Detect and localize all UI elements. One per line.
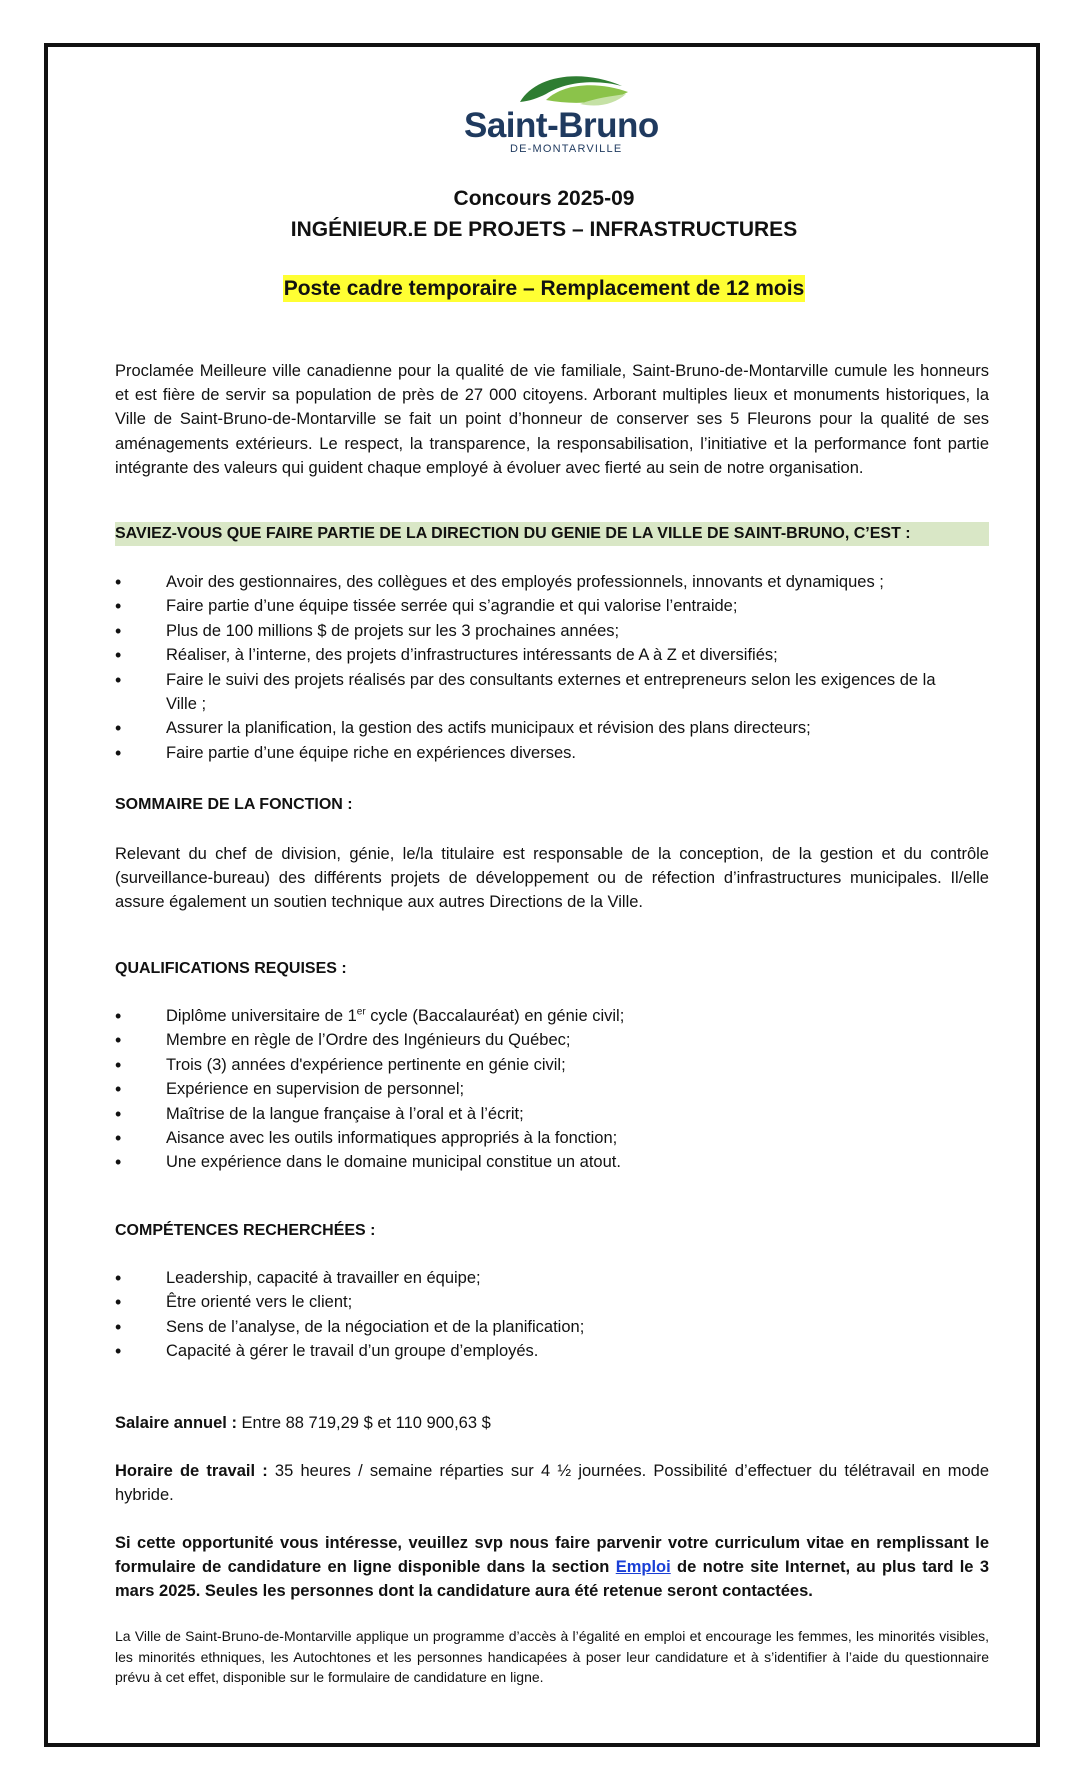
summary-paragraph: Relevant du chef de division, génie, le/la titulaire est responsable de la conception, de la gestion et du contrôle (surveillance-bureau) des différents projets de développement ou de réfection d’infrastructures municipales. Il/elle assure également un soutien technique aux autres Directions de la Ville. bbox=[115, 845, 989, 912]
list-item bbox=[115, 1004, 995, 1028]
salary-value: Entre 88 719,29 $ et 110 900,63 $ bbox=[236, 1414, 491, 1432]
summary-heading: SOMMAIRE DE LA FONCTION : bbox=[115, 796, 353, 813]
direction-list bbox=[115, 570, 995, 765]
list-item: • Trois (3) années d'expérience pertinente en génie civil; bbox=[115, 1053, 995, 1077]
logo-wordmark: Saint-Bruno bbox=[464, 106, 659, 145]
job-title: INGÉNIEUR.E DE PROJETS – INFRASTRUCTURES bbox=[290, 218, 798, 241]
list-item: • Expérience en supervision de personnel; bbox=[115, 1077, 995, 1101]
logo-subtitle: DE-MONTARVILLE bbox=[510, 143, 623, 155]
list-item: • Avoir des gestionnaires, des collègues et des employés professionnels, innovants et dynamiques ; bbox=[115, 570, 995, 594]
list-item: • Une expérience dans le domaine municipal constitue un atout. bbox=[115, 1150, 995, 1174]
intro-paragraph: Proclamée Meilleure ville canadienne pour la qualité de vie familiale, Saint-Bruno-de-Montarville cumule les honneurs et est fière de servir sa population de près de 27 000 citoyens. Arborant multiples lieux et monuments historiques, la Ville de Saint-Bruno-de-Montarville se fait un point d’honneur de conserver ses 5 Fleurons pour la qualité de ses aménagements extérieurs. Le respect, la transparence, la responsabilisation, l’initiative et la performance font partie intégrante des valeurs qui guident chaque employé à évoluer avec fierté au sein de notre organisation. bbox=[115, 362, 989, 477]
ordinal-superscript: er bbox=[356, 1006, 366, 1018]
qualification-text: cycle (Baccalauréat) en génie civil; bbox=[365, 1007, 625, 1025]
salary-label: Salaire annuel : bbox=[115, 1414, 237, 1432]
list-item: • Assurer la planification, la gestion des actifs municipaux et révision des plans directeurs; bbox=[115, 716, 995, 740]
list-item: • Plus de 100 millions $ de projets sur les 3 prochaines années; bbox=[115, 619, 995, 643]
direction-heading: SAVIEZ-VOUS QUE FAIRE PARTIE DE LA DIRECTION DU GENIE DE LA VILLE DE SAINT-BRUNO, C’EST : bbox=[115, 522, 989, 546]
position-type-banner bbox=[0, 277, 1088, 301]
apply-paragraph bbox=[115, 1531, 989, 1604]
emploi-link[interactable]: Emploi bbox=[615, 1558, 671, 1577]
list-item: • Faire le suivi des projets réalisés par des consultants externes et entrepreneurs selon les exigences de la Ville ; bbox=[115, 668, 995, 717]
schedule-label: Horaire de travail : bbox=[115, 1462, 268, 1480]
apply-text: de notre site Internet, au plus tard le 3 mars 2025. Seules les personnes dont la candidature aura été retenue seront contactées. bbox=[115, 1558, 989, 1601]
qualifications-heading: QUALIFICATIONS REQUISES : bbox=[115, 960, 347, 977]
list-item: • Faire partie d’une équipe tissée serrée qui s’agrandie et qui valorise l’entraide; bbox=[115, 594, 995, 618]
list-item: • Maîtrise de la langue française à l’oral et à l’écrit; bbox=[115, 1102, 995, 1126]
list-item: • Sens de l’analyse, de la négociation et de la planification; bbox=[115, 1315, 995, 1339]
competences-heading: COMPÉTENCES RECHERCHÉES : bbox=[115, 1222, 376, 1239]
list-item: • Membre en règle de l’Ordre des Ingénieurs du Québec; bbox=[115, 1028, 995, 1052]
position-type-highlight: Poste cadre temporaire – Remplacement de 12 mois bbox=[283, 277, 805, 300]
salary-line bbox=[115, 1411, 989, 1435]
qualifications-list bbox=[115, 1004, 995, 1175]
competences-list bbox=[115, 1266, 995, 1364]
list-item: • Réaliser, à l’interne, des projets d’infrastructures intéressants de A à Z et diversifiés; bbox=[115, 643, 995, 667]
schedule-paragraph bbox=[115, 1459, 989, 1507]
city-logo bbox=[450, 70, 659, 156]
schedule-value: 35 heures / semaine réparties sur 4 ½ journées. Possibilité d’effectuer du télétravail en mode hybride. bbox=[115, 1462, 990, 1505]
qualification-text: Diplôme universitaire de 1 bbox=[166, 1007, 357, 1025]
list-item: • Capacité à gérer le travail d’un groupe d’employés. bbox=[115, 1339, 995, 1363]
equality-notice: La Ville de Saint-Bruno-de-Montarville applique un programme d’accès à l’égalité en emploi et encourage les femmes, les minorités visibles, les minorités ethniques, les Autochtones et les personnes handicapées à poser leur candidature et à s’identifier à l’aide du questionnaire prévu à cet effet, disponible sur le formulaire de candidature en ligne. bbox=[115, 1628, 989, 1685]
list-item: • Être orienté vers le client; bbox=[115, 1290, 995, 1314]
list-item: • Leadership, capacité à travailler en équipe; bbox=[115, 1266, 995, 1290]
list-item: • Aisance avec les outils informatiques appropriés à la fonction; bbox=[115, 1126, 995, 1150]
contest-number: Concours 2025-09 bbox=[453, 187, 635, 210]
list-item: • Faire partie d’une équipe riche en expériences diverses. bbox=[115, 741, 995, 765]
apply-text: Si cette opportunité vous intéresse, veuillez svp nous faire parvenir votre curriculum vitae en remplissant le formulaire de candidature en ligne disponible dans la section bbox=[115, 1534, 989, 1577]
